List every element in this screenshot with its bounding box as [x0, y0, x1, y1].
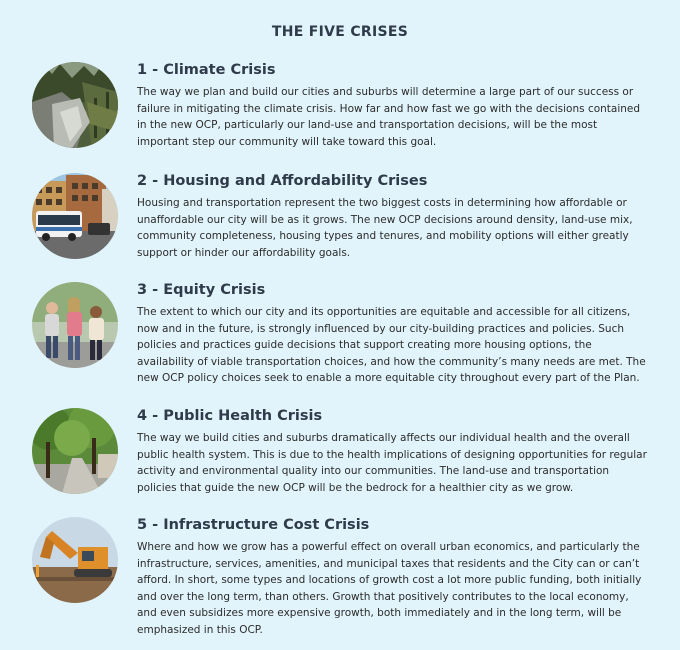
- forest-stream-illustration: [32, 62, 118, 148]
- forest-stream-photo: [32, 62, 118, 148]
- crisis-body: Housing and transportation represent the two biggest costs in determining how affordable or unaffordable our city will be as it grows. The new OCP decisions around density, land-use mix, community completeness, housing types and tenures, and mobility options will either greatly support or hinder our affordability goals.: [137, 197, 633, 259]
- bus-and-apartments-photo: [32, 173, 118, 259]
- page-title: THE FIVE CRISES: [271, 24, 409, 40]
- crisis-heading: 1 - Climate Crisis: [137, 62, 276, 78]
- people-walking-photo: [32, 282, 118, 368]
- crisis-heading: 4 - Public Health Crisis: [137, 408, 323, 424]
- crisis-body: The way we build cities and suburbs dramatically affects our individual health and the overall public health system. This is due to the health implications of designing opportunities for regular activity and environmental quality into our communities. The land-use and transportation policies that guide the new OCP will be the bedrock for a healthier city as we grow.: [137, 432, 647, 494]
- crisis-heading: 2 - Housing and Affordability Crises: [137, 173, 428, 189]
- bus-apartments-illustration: [32, 173, 118, 259]
- crisis-body: Where and how we grow has a powerful effect on overall urban economics, and particularly the infrastructure, services, amenities, and municipal taxes that residents and the City can or can’t afford. In short, some types and locations of growth cost a lot more public funding, both initially and over the long term, than others. Growth that positively contributes to the local economy, and even subsidizes more expensive growth, both immediately and in the long term, will be emphasized in this OCP.: [137, 541, 642, 636]
- people-walking-illustration: [32, 282, 118, 368]
- excavator-construction-photo: [32, 517, 118, 603]
- excavator-construction-illustration: [32, 517, 118, 603]
- crisis-heading: 5 - Infrastructure Cost Crisis: [137, 517, 370, 533]
- crisis-body: The extent to which our city and its opportunities are equitable and accessible for all citizens, now and in the future, is strongly influenced by our city-building practices and policies. Such policies and practices guide decisions that support creating more housing options, the availability of viable transportation choices, and how the community’s many needs are met. The new OCP policy choices seek to enable a more equitable city throughout every part of the Plan.: [137, 306, 646, 384]
- tree-lined-street-photo: [32, 408, 118, 494]
- crisis-heading: 3 - Equity Crisis: [137, 282, 266, 298]
- tree-lined-street-illustration: [32, 408, 118, 494]
- crisis-body: The way we plan and build our cities and suburbs will determine a large part of our success or failure in mitigating the climate crisis. How far and how fast we go with the decisions contained in the new OCP, particularly our land-use and transportation decisions, will be the most important step our community will take toward this goal.: [137, 86, 641, 148]
